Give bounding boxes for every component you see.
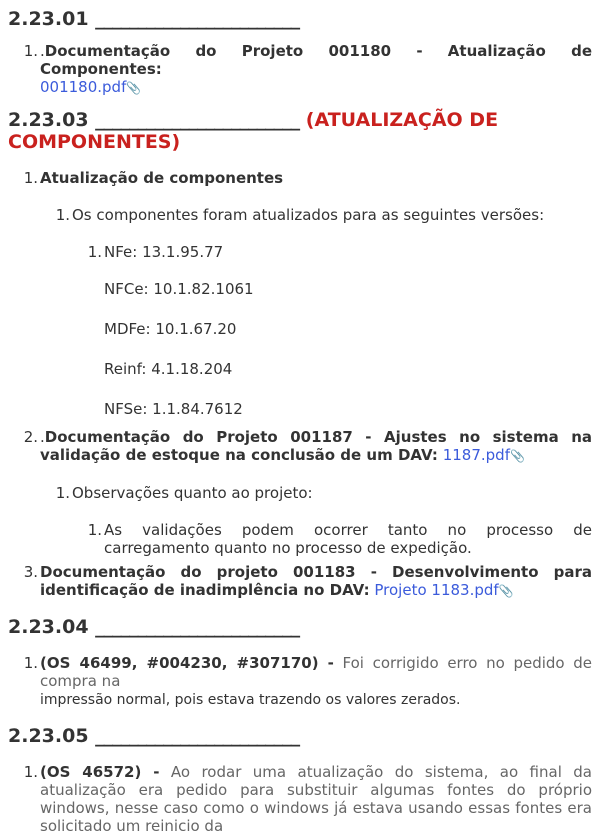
version-nfse: NFSe: 1.1.84.7612 <box>104 400 243 418</box>
item-title: Documentação do Projeto 001187 - Ajustes no sistema na validação de estoque na conclusão de um DAV: <box>40 428 592 464</box>
item-prefix: . <box>40 42 45 60</box>
sub-item-text: Observações quanto ao projeto: <box>72 484 313 502</box>
list-item <box>8 428 592 557</box>
list-item <box>8 654 592 709</box>
sub-list <box>40 206 592 418</box>
detail-list <box>72 521 592 557</box>
version-number: 2.23.01 <box>8 8 89 30</box>
list-number: 3. <box>23 563 38 581</box>
list-number: 1. <box>23 654 38 672</box>
item-title: (OS 46499, #004230, #307170) - <box>40 654 334 672</box>
list-item <box>8 169 592 418</box>
heading-underline: ________________________ <box>95 725 300 747</box>
versions-list <box>72 243 592 418</box>
section-heading <box>8 109 592 153</box>
attachment-link[interactable]: Projeto 1183.pdf <box>374 581 499 599</box>
section-heading <box>8 0 592 30</box>
version-number: 2.23.03 <box>8 109 89 131</box>
item-prefix: . <box>40 428 45 446</box>
list-item-text <box>40 763 592 835</box>
paperclip-icon: 📎 <box>498 584 514 598</box>
list-item-text <box>40 169 592 187</box>
detail-item <box>72 521 592 557</box>
paperclip-icon: 📎 <box>126 81 142 95</box>
heading-underline: ________________________ <box>95 8 300 30</box>
paperclip-icon: 📎 <box>509 449 525 463</box>
list-number: 1. <box>55 206 70 224</box>
item-title: Documentação do Projeto 001180 - Atualização de Componentes: <box>40 42 592 78</box>
list-number: 1. <box>23 763 38 781</box>
list-number: 1. <box>23 169 38 187</box>
item-title: Documentação do projeto 001183 - Desenvolvimento para identificação de inadimplência no DAV: <box>40 563 592 599</box>
list-item-text <box>40 428 592 465</box>
list-item <box>8 563 592 600</box>
list-number: 1. <box>55 484 70 502</box>
section-list <box>8 763 592 835</box>
version-number: 2.23.05 <box>8 725 89 747</box>
item-title: Atualização de componentes <box>40 169 284 187</box>
list-number: 1. <box>87 521 102 539</box>
section-tag: (ATUALIZAÇÃO DE COMPONENTES) <box>8 109 499 153</box>
version-mdfe: MDFe: 10.1.67.20 <box>104 320 237 338</box>
detail-text: As validações podem ocorrer tanto no processo de carregamento quanto no processo de expedição. <box>104 521 592 557</box>
list-item-text <box>40 563 592 600</box>
item-description: Foi corrigido erro no pedido de compra na <box>40 654 592 690</box>
item-description-continued: impressão normal, pois estava trazendo os valores zerados. <box>40 692 461 708</box>
list-number: 1. <box>23 42 38 60</box>
section-heading <box>8 725 592 747</box>
section-list <box>8 169 592 600</box>
version-nfce: NFCe: 10.1.82.1061 <box>104 280 254 298</box>
list-item-text <box>40 42 592 97</box>
sub-item-text: Os componentes foram atualizados para as seguintes versões: <box>72 206 545 224</box>
item-title: (OS 46572) - <box>40 763 160 781</box>
version-nfe: NFe: 13.1.95.77 <box>104 243 224 261</box>
item-description: Ao rodar uma atualização do sistema, ao final da atualização era pedido para substituir algumas fontes do próprio windows, nesse caso como o windows já estava usando essas fontes era solicitado um reinicio da <box>40 763 593 835</box>
section-list <box>8 654 592 709</box>
attachment-link[interactable]: 001180.pdf <box>40 78 127 96</box>
list-number: 1. <box>87 243 102 261</box>
sub-list-item <box>40 484 592 557</box>
versions-item <box>72 243 592 418</box>
list-item <box>8 42 592 97</box>
heading-underline: ________________________ <box>95 616 300 638</box>
version-number: 2.23.04 <box>8 616 89 638</box>
section-list <box>8 42 592 97</box>
list-number: 2. <box>23 428 38 446</box>
list-item-text <box>40 654 592 709</box>
version-reinf: Reinf: 4.1.18.204 <box>104 360 233 378</box>
sub-list <box>40 484 592 557</box>
heading-underline: ________________________ <box>95 109 300 131</box>
section-heading <box>8 616 592 638</box>
attachment-link[interactable]: 1187.pdf <box>442 446 510 464</box>
list-item <box>8 763 592 835</box>
sub-list-item <box>40 206 592 418</box>
